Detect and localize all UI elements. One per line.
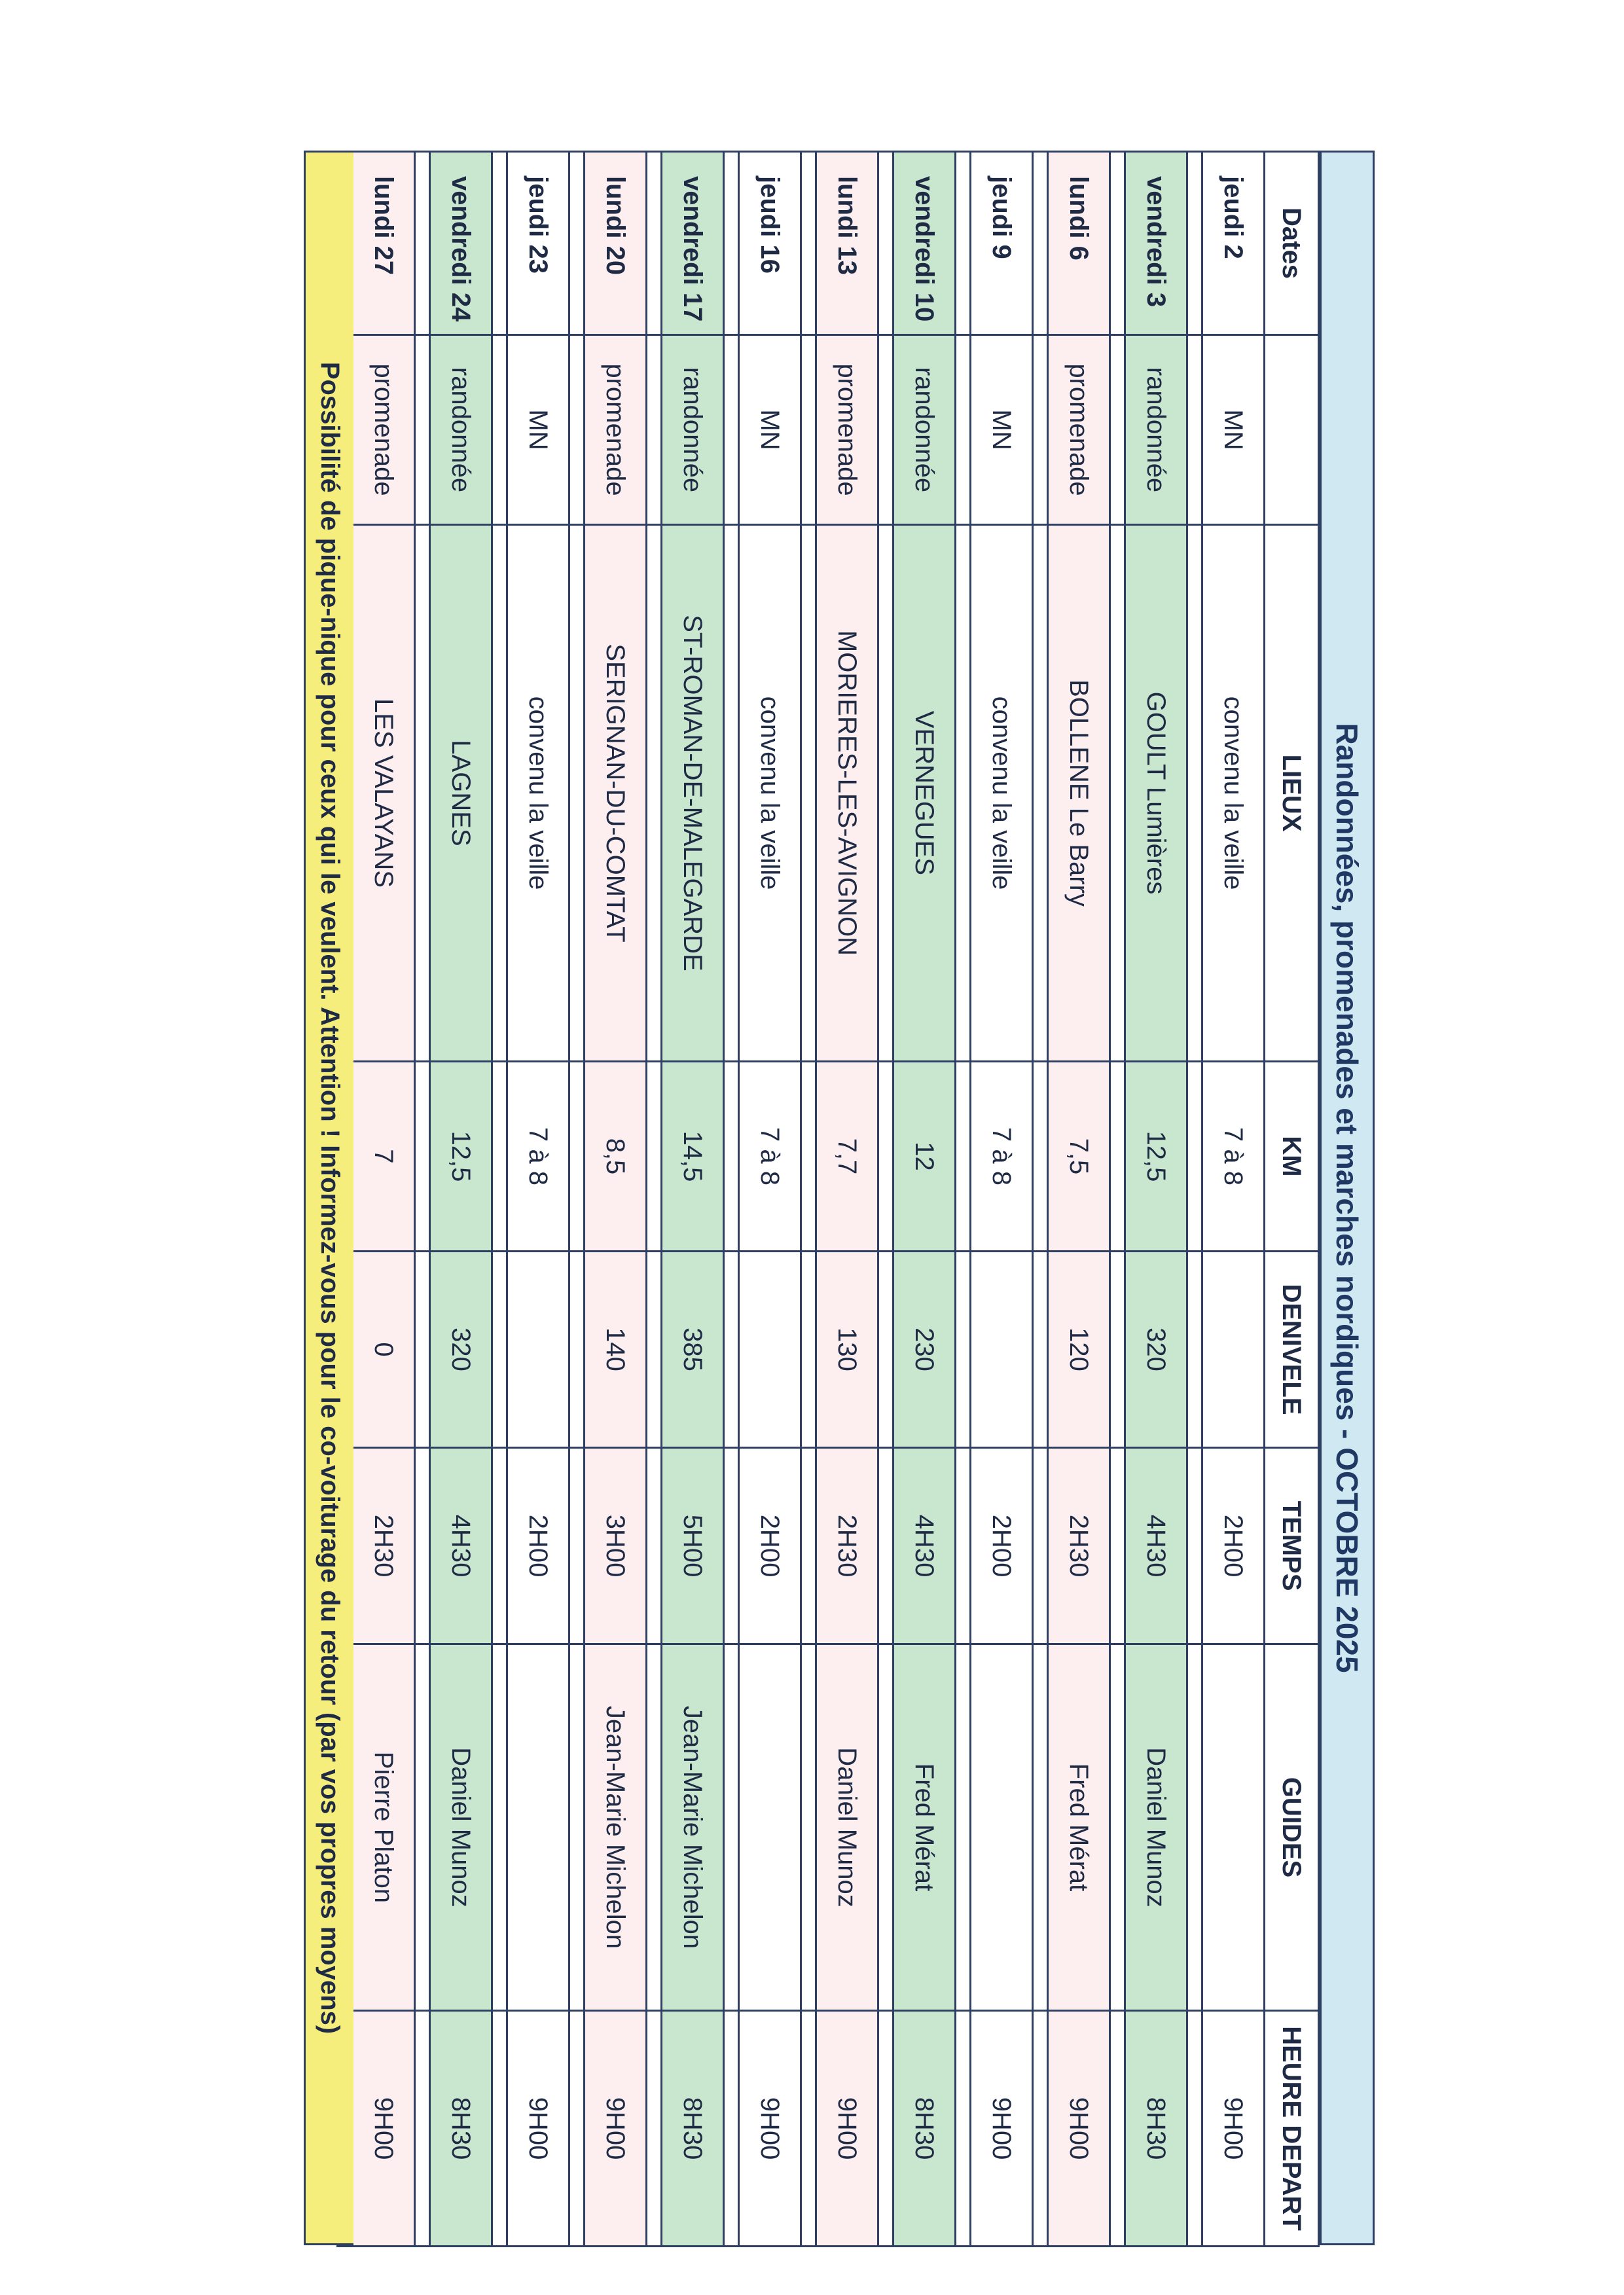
cell-km: 7,7 [816,1062,878,1252]
cell-lieu: convenu la veille [507,525,569,1062]
spacer-cell [724,1252,739,1448]
cell-guide: Jean-Marie Michelon [662,1644,724,2011]
cell-temps: 4H30 [893,1448,956,1644]
spacer-cell [724,1448,739,1644]
spacer-cell [647,152,662,335]
spacer-cell [492,335,507,525]
cell-km: 8,5 [585,1062,647,1252]
column-header-guides: GUIDES [1265,1644,1319,2011]
spacer-cell [569,152,585,335]
column-header-lieux: LIEUX [1265,525,1319,1062]
cell-date: vendredi 3 [1125,152,1187,335]
cell-lieu: convenu la veille [739,525,801,1062]
spacer-cell [1110,525,1125,1062]
spacer-cell [878,152,893,335]
footer-note: Possibilité de pique-nique pour ceux qui le veulent. Attention ! Informez-vous pour le co-voiturage du retour (par vos propres moyens) [304,151,353,2245]
cell-type: MN [739,335,801,525]
spacer-cell [878,525,893,1062]
spacer-cell [724,525,739,1062]
column-header-km: KM [1265,1062,1319,1252]
cell-lieu: ST-ROMAN-DE-MALEGARDE [662,525,724,1062]
spacer-cell [1187,1062,1202,1252]
spacer-cell [647,1448,662,1644]
spacer-cell [1033,335,1048,525]
column-header-temps: TEMPS [1265,1448,1319,1644]
spacer-cell [878,1448,893,1644]
cell-date: jeudi 23 [507,152,569,335]
spacer-cell [492,1062,507,1252]
spacer-cell [1187,1252,1202,1448]
spacer-row [801,152,816,2247]
cell-denivele [1202,1252,1265,1448]
spacer-cell [415,2011,430,2247]
spacer-row [569,152,585,2247]
spacer-cell [801,2011,816,2247]
cell-date: vendredi 10 [893,152,956,335]
table-row [816,152,878,2247]
schedule-body [338,152,1265,2247]
spacer-cell [956,152,971,335]
cell-km: 7 à 8 [1202,1062,1265,1252]
spacer-cell [1110,2011,1125,2247]
spacer-cell [724,1644,739,2011]
cell-km: 7 [353,1062,415,1252]
cell-date: jeudi 16 [739,152,801,335]
cell-lieu: convenu la veille [971,525,1033,1062]
spacer-cell [956,525,971,1062]
cell-km: 7 à 8 [507,1062,569,1252]
spacer-cell [569,1062,585,1252]
spacer-row [415,152,430,2247]
table-row [1048,152,1110,2247]
cell-type: promenade [585,335,647,525]
spacer-cell [878,1252,893,1448]
spacer-cell [878,1062,893,1252]
cell-type: MN [971,335,1033,525]
cell-km: 14,5 [662,1062,724,1252]
cell-type: promenade [353,335,415,525]
cell-guide: Daniel Munoz [816,1644,878,2011]
cell-lieu: GOULT Lumières [1125,525,1187,1062]
table-row [662,152,724,2247]
cell-km: 7 à 8 [739,1062,801,1252]
spacer-row [1110,152,1125,2247]
cell-temps: 2H30 [353,1448,415,1644]
cell-date: vendredi 17 [662,152,724,335]
cell-date: lundi 13 [816,152,878,335]
cell-lieu: convenu la veille [1202,525,1265,1062]
spacer-cell [801,1644,816,2011]
spacer-cell [415,152,430,335]
cell-depart: 8H30 [1125,2011,1187,2247]
cell-depart: 9H00 [585,2011,647,2247]
cell-denivele: 230 [893,1252,956,1448]
table-header-row [1265,152,1319,2247]
cell-temps: 2H30 [816,1448,878,1644]
cell-depart: 9H00 [1202,2011,1265,2247]
column-header-denivele: DENIVELE [1265,1252,1319,1448]
table-row [353,152,415,2247]
spacer-cell [492,1448,507,1644]
spacer-row [878,152,893,2247]
spacer-cell [956,1252,971,1448]
spacer-cell [1187,335,1202,525]
cell-denivele: 385 [662,1252,724,1448]
spacer-cell [956,335,971,525]
spacer-cell [647,525,662,1062]
cell-temps: 2H00 [507,1448,569,1644]
table-row [739,152,801,2247]
cell-type: randonnée [430,335,492,525]
cell-lieu: SERIGNAN-DU-COMTAT [585,525,647,1062]
cell-date: vendredi 24 [430,152,492,335]
spacer-cell [1033,2011,1048,2247]
cell-lieu: BOLLENE Le Barry [1048,525,1110,1062]
spacer-row [647,152,662,2247]
cell-type: MN [507,335,569,525]
spacer-cell [1033,525,1048,1062]
cell-guide: Fred Mérat [893,1644,956,2011]
cell-denivele [739,1252,801,1448]
spacer-cell [415,335,430,525]
cell-denivele: 120 [1048,1252,1110,1448]
cell-km: 12,5 [1125,1062,1187,1252]
cell-guide [739,1644,801,2011]
cell-depart: 8H30 [893,2011,956,2247]
cell-depart: 9H00 [1048,2011,1110,2247]
cell-km: 7 à 8 [971,1062,1033,1252]
cell-lieu: VERNEGUES [893,525,956,1062]
cell-guide: Daniel Munoz [1125,1644,1187,2011]
cell-date: lundi 27 [353,152,415,335]
table-row [1202,152,1265,2247]
column-header-type [1265,335,1319,525]
page-title: Randonnées, promenades et marches nordiques - OCTOBRE 2025 [1320,151,1375,2245]
spacer-cell [415,1644,430,2011]
table-row [430,152,492,2247]
spacer-cell [1187,1448,1202,1644]
spacer-row [492,152,507,2247]
spacer-cell [956,1062,971,1252]
cell-temps: 2H00 [1202,1448,1265,1644]
spacer-cell [1033,1252,1048,1448]
cell-lieu: LES VALAYANS [353,525,415,1062]
cell-type: MN [1202,335,1265,525]
spacer-cell [801,1062,816,1252]
cell-temps: 2H30 [1048,1448,1110,1644]
table-row [585,152,647,2247]
spacer-cell [878,2011,893,2247]
spacer-cell [569,525,585,1062]
cell-date: lundi 6 [1048,152,1110,335]
cell-temps: 2H00 [739,1448,801,1644]
spacer-cell [878,335,893,525]
spacer-cell [492,152,507,335]
cell-lieu: LAGNES [430,525,492,1062]
spacer-cell [1033,1448,1048,1644]
cell-depart: 8H30 [662,2011,724,2247]
cell-type: promenade [1048,335,1110,525]
spacer-cell [1033,152,1048,335]
cell-type: randonnée [662,335,724,525]
spacer-cell [1033,1062,1048,1252]
spacer-cell [569,1448,585,1644]
spacer-cell [569,335,585,525]
spacer-cell [1110,1252,1125,1448]
spacer-cell [647,2011,662,2247]
spacer-cell [1110,1448,1125,1644]
cell-guide [971,1644,1033,2011]
cell-type: randonnée [893,335,956,525]
cell-depart: 9H00 [353,2011,415,2247]
spacer-cell [569,1252,585,1448]
spacer-cell [801,152,816,335]
cell-guide: Jean-Marie Michelon [585,1644,647,2011]
spacer-cell [492,1252,507,1448]
spacer-cell [1110,335,1125,525]
cell-denivele: 0 [353,1252,415,1448]
spacer-cell [492,525,507,1062]
spacer-cell [415,1062,430,1252]
cell-temps: 5H00 [662,1448,724,1644]
cell-date: jeudi 9 [971,152,1033,335]
spacer-cell [1187,1644,1202,2011]
cell-depart: 8H30 [430,2011,492,2247]
cell-depart: 9H00 [971,2011,1033,2247]
spacer-cell [1187,525,1202,1062]
spacer-cell [647,1644,662,2011]
spacer-cell [569,1644,585,2011]
spacer-cell [415,525,430,1062]
table-row [507,152,569,2247]
spacer-cell [801,1252,816,1448]
spacer-row [724,152,739,2247]
spacer-cell [647,1252,662,1448]
spacer-cell [492,1644,507,2011]
cell-denivele: 320 [1125,1252,1187,1448]
table-row [1125,152,1187,2247]
cell-guide [507,1644,569,2011]
spacer-cell [647,1062,662,1252]
cell-type: randonnée [1125,335,1187,525]
spacer-cell [956,2011,971,2247]
spacer-cell [1033,1644,1048,2011]
cell-temps: 4H30 [1125,1448,1187,1644]
spacer-cell [878,1644,893,2011]
cell-km: 12 [893,1062,956,1252]
schedule-table [336,151,1320,2247]
cell-temps: 4H30 [430,1448,492,1644]
spacer-cell [1187,2011,1202,2247]
cell-depart: 9H00 [507,2011,569,2247]
table-row [893,152,956,2247]
spacer-cell [1110,1644,1125,2011]
spacer-cell [956,1644,971,2011]
spacer-cell [801,335,816,525]
cell-km: 7,5 [1048,1062,1110,1252]
cell-denivele [507,1252,569,1448]
cell-guide: Pierre Platon [353,1644,415,2011]
spacer-row [956,152,971,2247]
cell-type: promenade [816,335,878,525]
cell-depart: 9H00 [816,2011,878,2247]
cell-denivele: 320 [430,1252,492,1448]
spacer-cell [415,1448,430,1644]
spacer-cell [724,335,739,525]
spacer-row [1187,152,1202,2247]
spacer-cell [647,335,662,525]
cell-km: 12,5 [430,1062,492,1252]
spacer-cell [724,152,739,335]
cell-date: jeudi 2 [1202,152,1265,335]
cell-guide [1202,1644,1265,2011]
spacer-cell [801,525,816,1062]
cell-temps: 2H00 [971,1448,1033,1644]
cell-depart: 9H00 [739,2011,801,2247]
cell-denivele [971,1252,1033,1448]
spacer-row [1033,152,1048,2247]
cell-guide: Daniel Munoz [430,1644,492,2011]
spacer-cell [724,1062,739,1252]
spacer-cell [801,1448,816,1644]
spacer-cell [415,1252,430,1448]
spacer-cell [724,2011,739,2247]
column-header-heure-depart: HEURE DEPART [1265,2011,1319,2247]
spacer-cell [1110,152,1125,335]
cell-lieu: MORIERES-LES-AVIGNON [816,525,878,1062]
cell-date: lundi 20 [585,152,647,335]
spacer-cell [956,1448,971,1644]
schedule-sheet [281,151,1375,2245]
spacer-cell [569,2011,585,2247]
cell-denivele: 140 [585,1252,647,1448]
table-row [971,152,1033,2247]
column-header-dates: Dates [1265,152,1319,335]
cell-temps: 3H00 [585,1448,647,1644]
spacer-cell [1110,1062,1125,1252]
spacer-cell [1187,152,1202,335]
cell-guide: Fred Mérat [1048,1644,1110,2011]
cell-denivele: 130 [816,1252,878,1448]
spacer-cell [492,2011,507,2247]
